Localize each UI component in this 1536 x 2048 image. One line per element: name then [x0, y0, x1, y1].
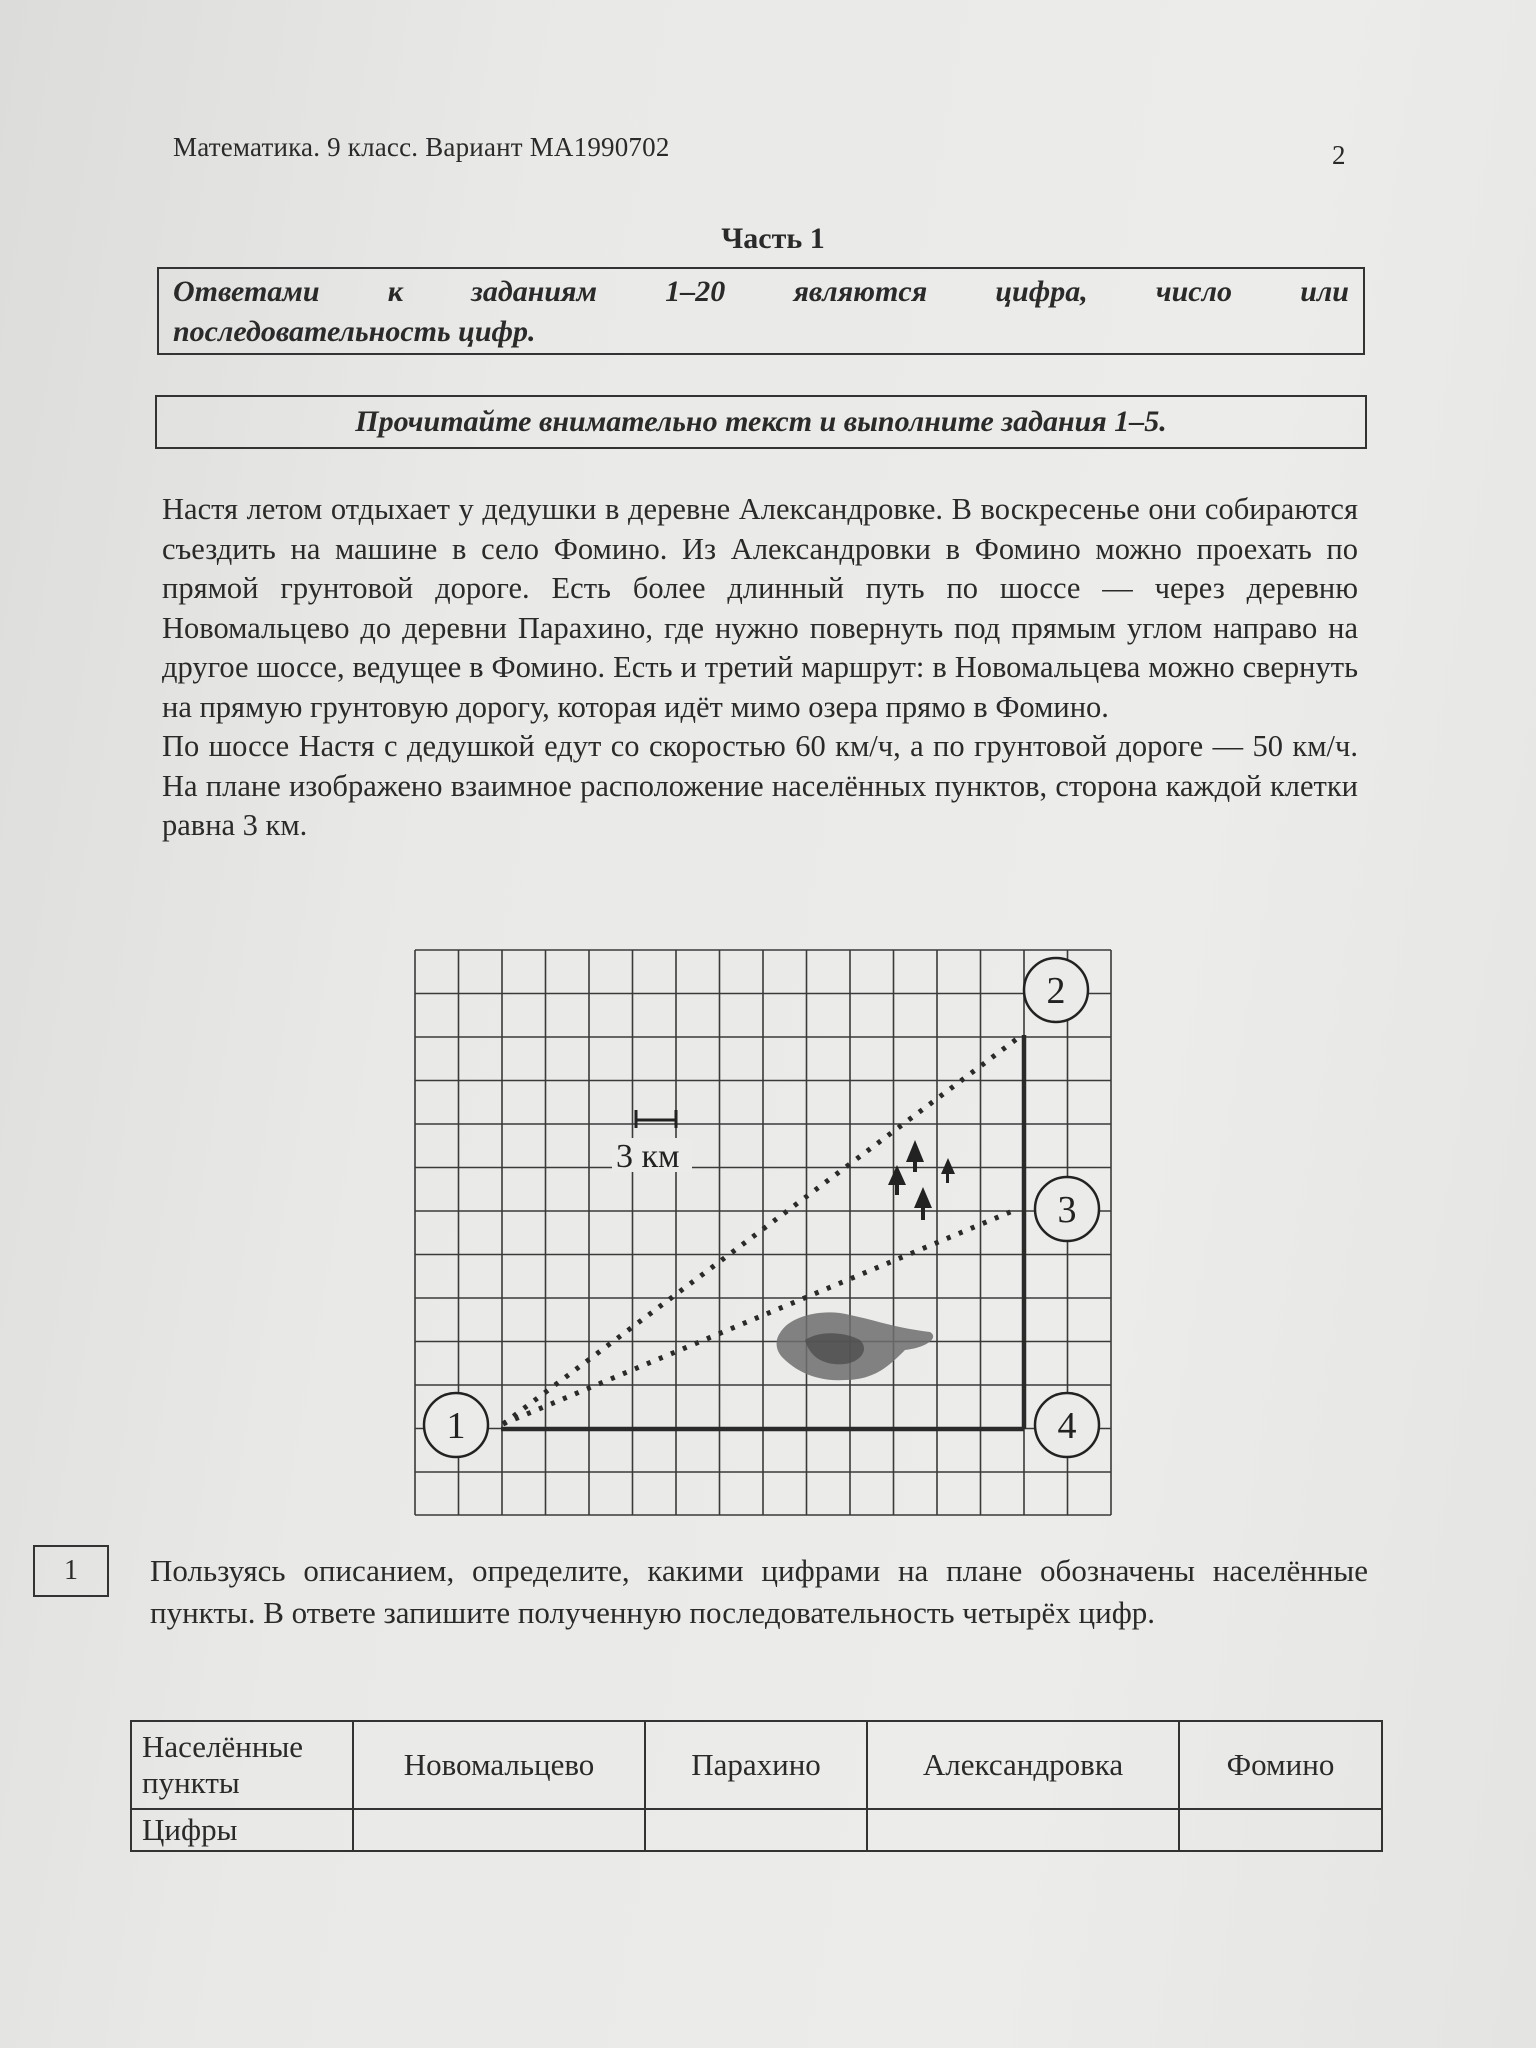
problem-text: [162, 490, 1358, 846]
answer-cell[interactable]: [645, 1809, 867, 1851]
instruction-line-1: [173, 272, 1349, 312]
instruction-word: 1–20: [665, 275, 726, 308]
point-label-1: 1: [446, 1405, 466, 1447]
answer-cell[interactable]: [867, 1809, 1179, 1851]
point-label-2: 2: [1046, 970, 1066, 1012]
instruction-word: цифра,: [995, 275, 1088, 308]
point-label-3: 3: [1057, 1189, 1077, 1231]
paragraph: По шоссе Настя с дедушкой едут со скоростью 60 км/ч, а по грунтовой дороге — 50 км/ч. На плане изображено взаимное расположение населённых пунктов, сторона каждой клетки равна 3 км.: [162, 729, 1358, 842]
instruction-word: Ответами: [173, 275, 320, 308]
forest-icon: [888, 1140, 955, 1220]
map-plan: [405, 940, 1125, 1520]
table-header-cell: Новомальцево: [353, 1721, 645, 1809]
scale-bar: [635, 1110, 677, 1128]
page-number: 2: [1332, 140, 1346, 170]
instruction-box: [157, 267, 1365, 355]
paragraph: Настя летом отдыхает у дедушки в деревне Александровке. В воскресенье они собираются съездить на машине в село Фомино. Из Александровки в Фомино можно проехать по прямой грунтовой дороге. Есть более длинный путь по шоссе — через деревню Новомальцево до деревни Парахино, где нужно повернуть под прямым углом направо на другое шоссе, ведущее в Фомино. Есть и третий маршрут: в Новомальцева можно свернуть на прямую грунтовую дорогу, которая идёт мимо озера прямо в Фомино.: [162, 492, 1358, 724]
table-row: [131, 1809, 1382, 1851]
instruction-word: к: [387, 275, 403, 308]
table-header-cell: Населённые пункты: [131, 1721, 353, 1809]
table-header-cell: Александровка: [867, 1721, 1179, 1809]
dirt-roads: [503, 1038, 1018, 1424]
point-markers: [424, 958, 1099, 1457]
table-header-cell: Парахино: [645, 1721, 867, 1809]
question-number: 1: [33, 1545, 109, 1597]
scale-label: 3 км: [616, 1138, 680, 1175]
instruction-word: являются: [793, 275, 928, 308]
point-label-4: 4: [1057, 1405, 1077, 1447]
page-header-title: Математика. 9 класс. Вариант МА1990702: [173, 132, 670, 162]
instruction-line-2: последовательность цифр.: [173, 315, 536, 348]
table-row: [131, 1721, 1382, 1809]
table-header-cell: Фомино: [1179, 1721, 1382, 1809]
instruction-word: заданиям: [471, 275, 598, 308]
instruction-word: число: [1155, 275, 1233, 308]
read-instruction-box: Прочитайте внимательно текст и выполните задания 1–5.: [155, 395, 1367, 449]
answer-cell[interactable]: [1179, 1809, 1382, 1851]
question-text: Пользуясь описанием, определите, какими цифрами на плане обозначены населённые пункты. В ответе запишите полученную последовательность четырёх цифр.: [150, 1553, 1368, 1630]
lake: [777, 1312, 934, 1380]
answer-cell[interactable]: [353, 1809, 645, 1851]
answer-table: [130, 1720, 1383, 1852]
part-title: Часть 1: [721, 222, 825, 255]
table-header-cell: Цифры: [131, 1809, 353, 1851]
instruction-word: или: [1300, 275, 1349, 308]
